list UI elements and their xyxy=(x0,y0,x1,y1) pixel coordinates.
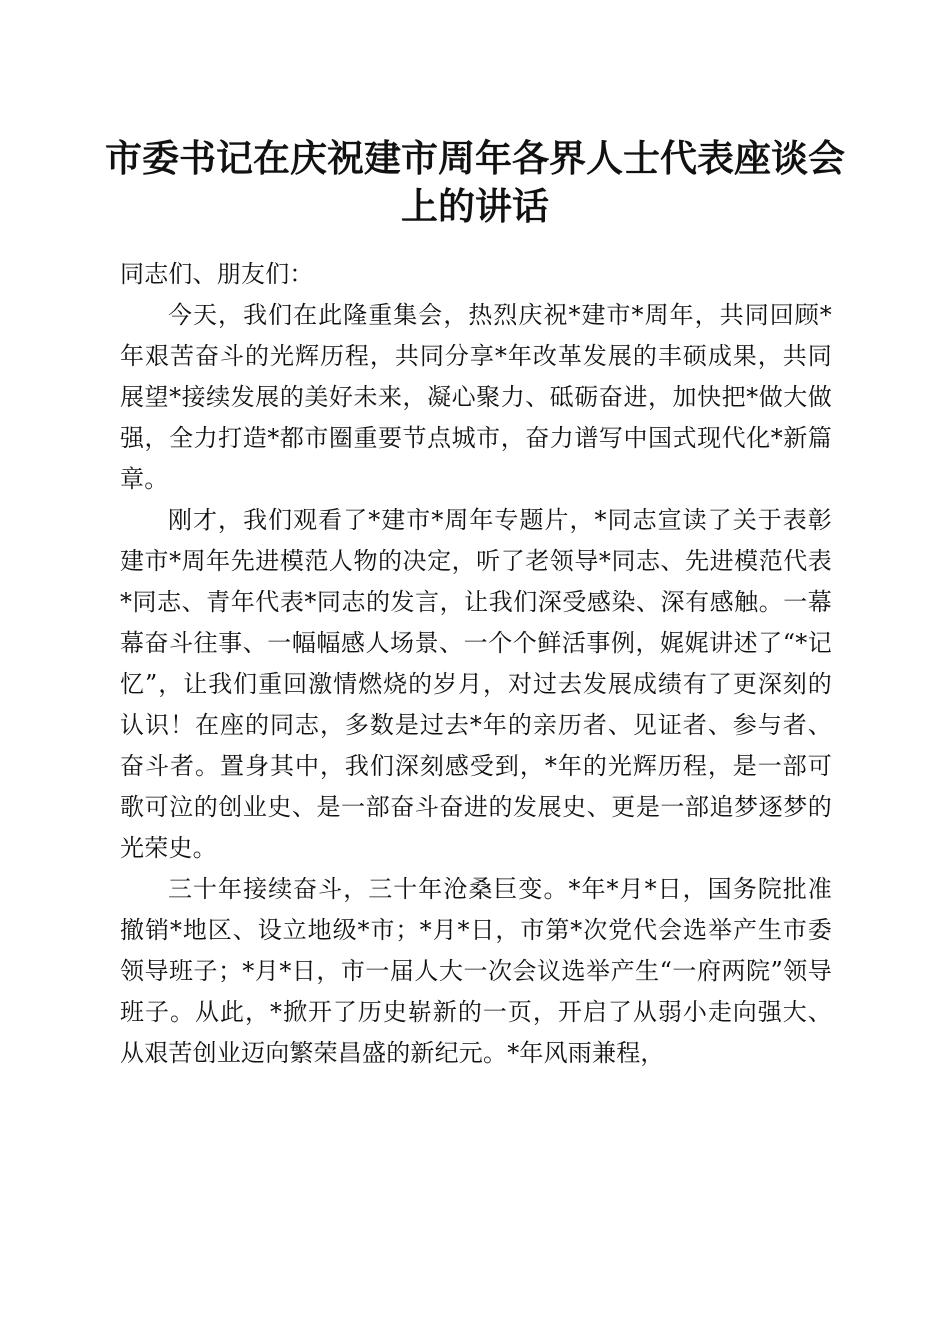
document-body xyxy=(120,254,832,1074)
document-title: 市委书记在庆祝建市周年各界人士代表座谈会上的讲话 xyxy=(105,136,845,228)
salutation: 同志们、朋友们： xyxy=(120,260,314,288)
paragraph-1: 今天，我们在此隆重集会，热烈庆祝*建市*周年，共同回顾*年艰苦奋斗的光辉历程，共同分享*年改革发展的丰硕成果，共同展望*接续发展的美好未来，凝心聚力、砥砺奋进，加快把*做大做强，全力打造*都市圈重要节点城市，奋力谱写中国式现代化*新篇章。 xyxy=(120,301,832,493)
paragraph-2: 刚才，我们观看了*建市*周年专题片，*同志宣读了关于表彰建市*周年先进模范人物的决定，听了老领导*同志、先进模范代表*同志、青年代表*同志的发言，让我们深受感染、深有感触。一幕幕奋斗往事、一幅幅感人场景、一个个鲜活事例，娓娓讲述了“*记忆”，让我们重回激情燃烧的岁月，对过去发展成绩有了更深刻的认识！在座的同志，多数是过去*年的亲历者、见证者、参与者、奋斗者。置身其中，我们深刻感受到，*年的光辉历程，是一部可歌可泣的创业史、是一部奋斗奋进的发展史、更是一部追梦逐梦的光荣史。 xyxy=(120,506,832,862)
paragraph-3: 三十年接续奋斗，三十年沧桑巨变。*年*月*日，国务院批准撤销*地区、设立地级*市；*月*日，市第*次党代会选举产生市委领导班子；*月*日，市一届人大一次会议选举产生“一府两院”领导班子。从此，*掀开了历史崭新的一页，开启了从弱小走向强大、从艰苦创业迈向繁荣昌盛的新纪元。*年风雨兼程， xyxy=(120,875,832,1067)
